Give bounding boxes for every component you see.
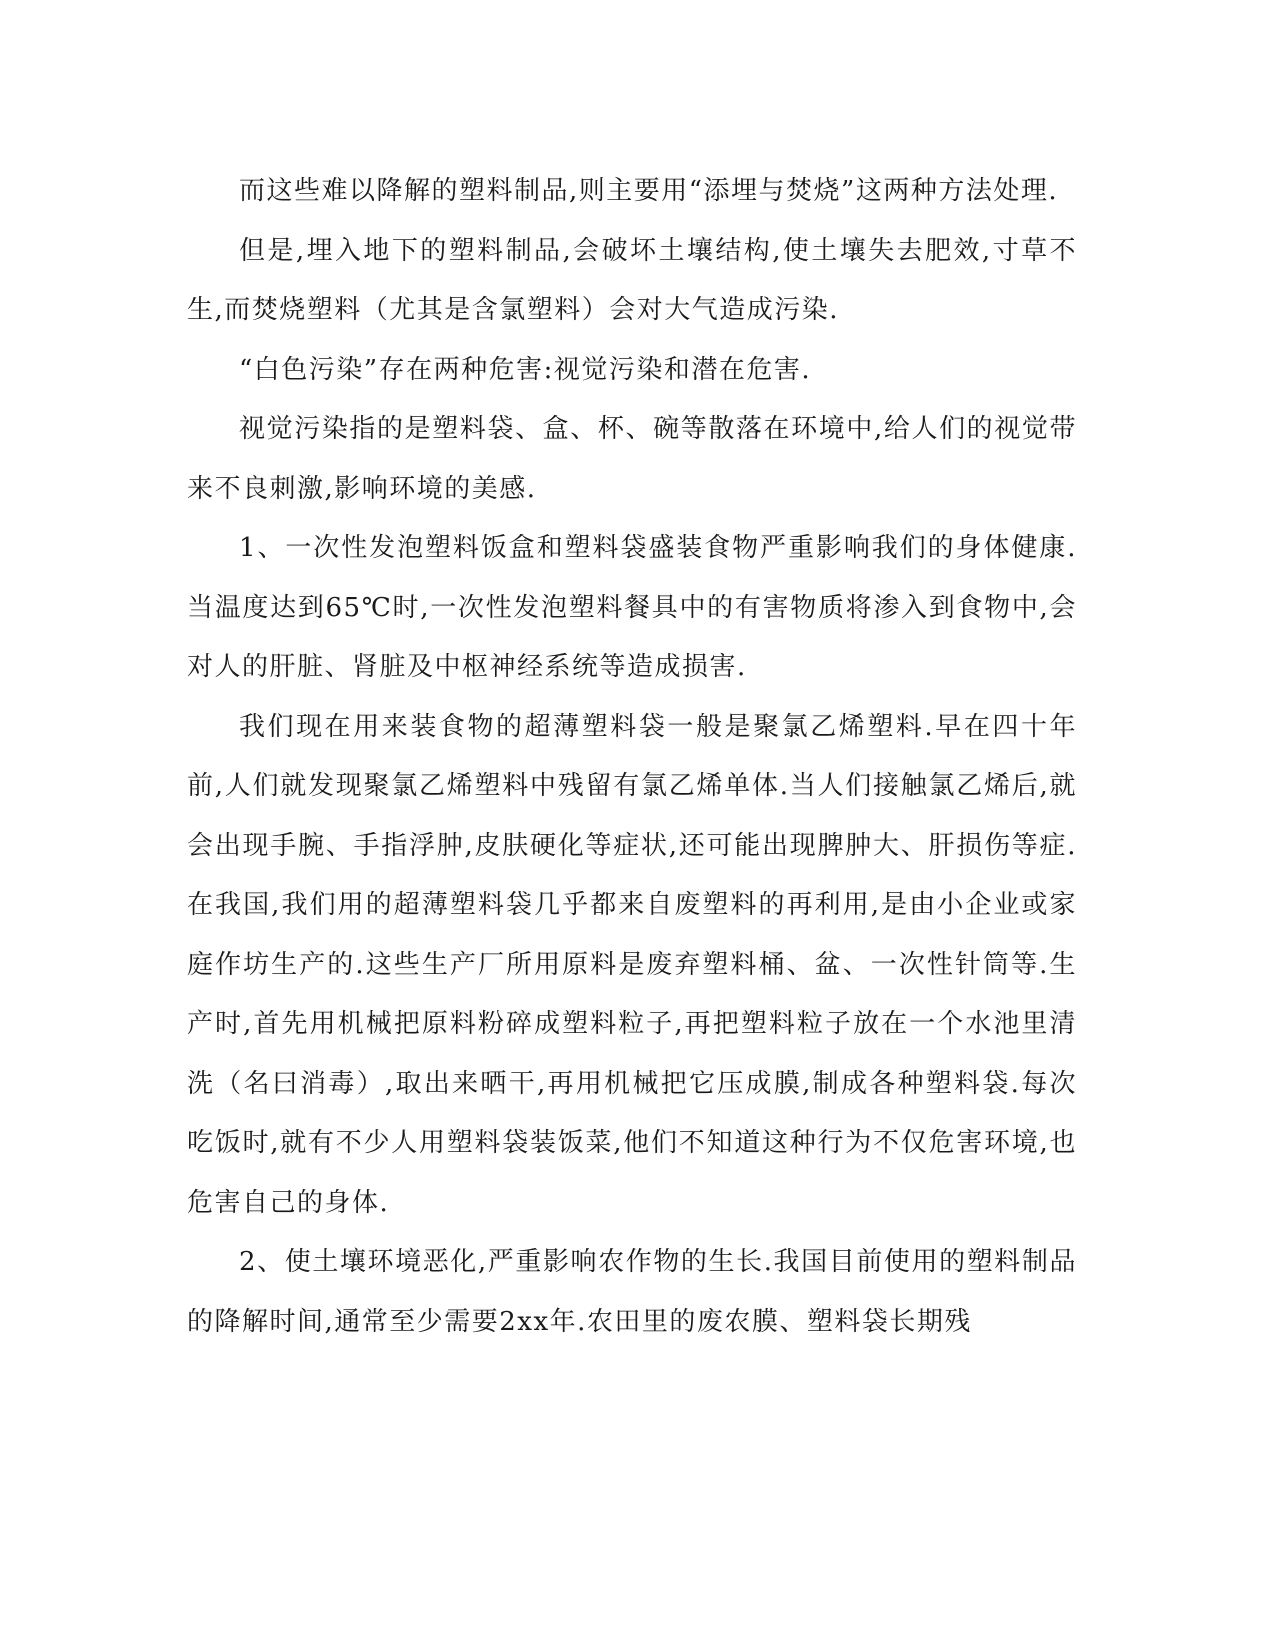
document-body <box>187 162 1077 1352</box>
paragraph-pvc-bags: 我们现在用来装食物的超薄塑料袋一般是聚氯乙烯塑料.早在四十年前,人们就发现聚氯乙烯塑料中残留有氯乙烯单体.当人们接触氯乙烯后,就会出现手腕、手指浮肿,皮肤硬化等症状,还可能出现脾肿大、肝损伤等症.在我国,我们用的超薄塑料袋几乎都来自废塑料的再利用,是由小企业或家庭作坊生产的.这些生产厂所用原料是废弃塑料桶、盆、一次性针筒等.生产时,首先用机械把原料粉碎成塑料粒子,再把塑料粒子放在一个水池里清洗（名曰消毒）,取出来晒干,再用机械把它压成膜,制成各种塑料袋.每次吃饭时,就有不少人用塑料袋装饭菜,他们不知道这种行为不仅危害环境,也危害自己的身体. <box>187 711 1077 1218</box>
paragraph-health-effects: 1、一次性发泡塑料饭盒和塑料袋盛装食物严重影响我们的身体健康.当温度达到65℃时,一次性发泡塑料餐具中的有害物质将渗入到食物中,会对人的肝脏、肾脏及中枢神经系统等造成损害. <box>187 533 1077 682</box>
paragraph-soil-air-damage: 但是,埋入地下的塑料制品,会破坏土壤结构,使土壤失去肥效,寸草不生,而焚烧塑料（尤其是含氯塑料）会对大气造成污染. <box>187 235 1077 325</box>
paragraph-soil-deterioration: 2、使土壤环境恶化,严重影响农作物的生长.我国目前使用的塑料制品的降解时间,通常至少需要2xx年.农田里的废农膜、塑料袋长期残 <box>187 1247 1077 1337</box>
paragraph-two-hazards: “白色污染”存在两种危害:视觉污染和潜在危害. <box>239 354 812 385</box>
paragraph-landfill-incineration: 而这些难以降解的塑料制品,则主要用“添埋与焚烧”这两种方法处理. <box>239 176 1059 206</box>
paragraph-visual-pollution: 视觉污染指的是塑料袋、盒、杯、碗等散落在环境中,给人们的视觉带来不良刺激,影响环境的美感. <box>187 414 1077 504</box>
